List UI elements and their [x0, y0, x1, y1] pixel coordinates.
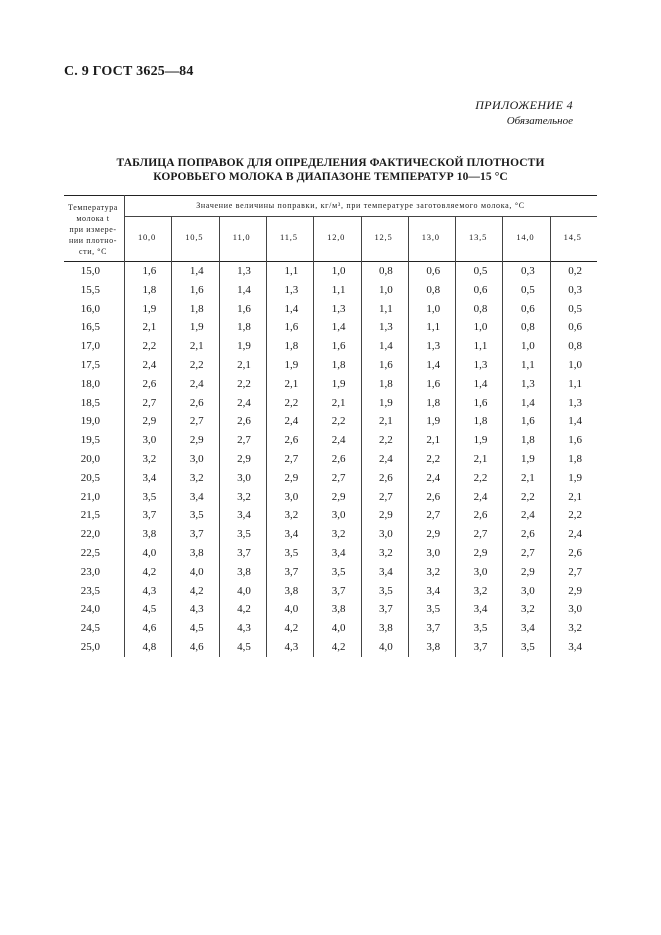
correction-value: 3,5: [189, 509, 204, 522]
correction-value: 1,0: [568, 358, 582, 371]
correction-value: 4,0: [237, 584, 251, 597]
correction-value: 4,0: [142, 546, 157, 559]
correction-value: 2,1: [568, 490, 582, 503]
correction-value: 2,1: [426, 434, 441, 447]
correction-value: 2,7: [189, 415, 204, 428]
correction-value: 4,8: [142, 640, 157, 653]
table-row: [64, 507, 597, 526]
correction-value: 1,3: [520, 377, 535, 390]
correction-value: 3,0: [142, 434, 157, 447]
correction-value: 0,8: [520, 321, 535, 334]
correction-value: 4,2: [237, 603, 251, 616]
correction-value: 3,5: [473, 622, 488, 635]
correction-value: 3,7: [284, 565, 299, 578]
table-title: [64, 156, 597, 184]
correction-value: 2,4: [568, 528, 582, 541]
correction-value: 1,8: [568, 452, 582, 465]
table-row: [64, 432, 597, 451]
correction-value: 3,7: [473, 640, 488, 653]
correction-value: 4,5: [189, 622, 204, 635]
correction-value: 4,3: [237, 622, 251, 635]
correction-value: 1,0: [379, 283, 393, 296]
correction-value: 1,4: [473, 377, 488, 390]
correction-value: 1,8: [426, 396, 441, 409]
correction-value: 3,7: [379, 603, 393, 616]
row-temperature: 22,0: [80, 528, 100, 541]
correction-value: 1,1: [331, 283, 346, 296]
correction-value: 2,2: [379, 434, 393, 447]
correction-value: 1,8: [189, 302, 204, 315]
correction-value: 3,8: [284, 584, 299, 597]
correction-value: 2,7: [520, 546, 535, 559]
correction-value: 2,7: [426, 509, 441, 522]
correction-value: 2,9: [568, 584, 582, 597]
table-row: [64, 413, 597, 432]
correction-value: 2,6: [142, 377, 157, 390]
correction-value: 0,8: [473, 302, 488, 315]
correction-value: 3,4: [189, 490, 204, 503]
correction-table: [64, 195, 597, 657]
correction-value: 2,6: [237, 415, 251, 428]
correction-value: 3,7: [331, 584, 346, 597]
correction-value: 3,0: [379, 528, 393, 541]
correction-value: 1,4: [520, 396, 535, 409]
correction-value: 2,9: [473, 546, 488, 559]
correction-value: 2,1: [520, 471, 535, 484]
correction-value: 1,4: [189, 265, 204, 277]
correction-value: 2,9: [426, 528, 441, 541]
correction-value: 1,9: [237, 340, 251, 353]
correction-value: 2,2: [284, 396, 299, 409]
correction-value: 4,0: [379, 640, 393, 653]
correction-value: 1,8: [520, 434, 535, 447]
correction-value: 2,9: [142, 415, 157, 428]
column-header: 14,0: [516, 232, 535, 242]
correction-value: 2,1: [237, 358, 251, 371]
correction-value: 2,6: [473, 509, 488, 522]
row-temperature: 23,0: [80, 565, 100, 578]
correction-value: 1,4: [568, 415, 582, 428]
correction-value: 1,9: [189, 321, 204, 334]
correction-value: 2,9: [189, 434, 204, 447]
correction-value: 3,2: [237, 490, 251, 503]
correction-value: 2,1: [379, 415, 393, 428]
correction-value: 3,0: [473, 565, 488, 578]
correction-value: 1,9: [473, 434, 488, 447]
correction-value: 1,9: [142, 302, 157, 315]
correction-value: 2,9: [237, 452, 251, 465]
correction-value: 3,8: [189, 546, 204, 559]
row-temperature: 17,5: [80, 358, 100, 371]
appendix-subtitle: Обязательное: [506, 115, 573, 127]
correction-value: 3,5: [142, 490, 157, 503]
correction-value: 1,6: [284, 321, 299, 334]
correction-value: 3,5: [379, 584, 393, 597]
correction-value: 2,4: [426, 471, 441, 484]
temperature-header-line: сти, °С: [78, 247, 108, 256]
correction-value: 1,0: [520, 340, 535, 353]
table-row: [64, 263, 597, 282]
table-row: [64, 564, 597, 583]
appendix-title: ПРИЛОЖЕНИЕ 4: [475, 98, 573, 112]
table-row: [64, 395, 597, 414]
correction-value: 3,4: [568, 640, 582, 653]
column-header: 14,5: [563, 232, 582, 242]
correction-value: 3,2: [189, 471, 204, 484]
correction-value: 1,1: [379, 302, 393, 315]
correction-value: 2,6: [426, 490, 441, 503]
temperature-header-line: Температура: [68, 203, 118, 212]
table-row: [64, 583, 597, 602]
correction-value: 3,8: [237, 565, 251, 578]
correction-value: 0,6: [473, 283, 488, 296]
correction-value: 2,7: [237, 434, 251, 447]
correction-value: 2,7: [379, 490, 393, 503]
correction-value: 4,0: [331, 622, 346, 635]
correction-value: 3,0: [426, 546, 441, 559]
row-temperature: 16,0: [80, 302, 100, 315]
correction-value: 4,3: [284, 640, 299, 653]
correction-span-header: Значение величины поправки, кг/м³, при температуре заготовляемого молока, °С: [196, 201, 525, 210]
correction-value: 3,5: [237, 528, 251, 541]
correction-value: 4,2: [284, 622, 299, 635]
correction-value: 2,2: [426, 452, 441, 465]
correction-value: 2,9: [284, 471, 299, 484]
row-temperature: 20,5: [80, 471, 100, 484]
table-row: [64, 338, 597, 357]
correction-value: 3,4: [237, 509, 251, 522]
correction-value: 1,4: [379, 340, 393, 353]
correction-value: 4,0: [189, 565, 204, 578]
correction-value: 3,4: [426, 584, 441, 597]
correction-value: 4,2: [142, 565, 157, 578]
row-temperature: 25,0: [80, 640, 100, 653]
correction-value: 0,5: [473, 265, 488, 277]
correction-value: 0,6: [520, 302, 535, 315]
table-row: [64, 451, 597, 470]
temperature-column-header: [64, 202, 122, 257]
correction-value: 0,3: [520, 265, 535, 277]
correction-value: 3,4: [284, 528, 299, 541]
correction-value: 1,8: [331, 358, 346, 371]
correction-value: 1,4: [331, 321, 346, 334]
correction-value: 2,4: [237, 396, 251, 409]
correction-value: 0,5: [520, 283, 535, 296]
correction-value: 3,2: [331, 528, 346, 541]
table-row: [64, 489, 597, 508]
row-temperature: 15,5: [80, 283, 100, 296]
correction-value: 1,3: [379, 321, 393, 334]
correction-value: 2,4: [189, 377, 204, 390]
correction-value: 4,3: [142, 584, 157, 597]
correction-value: 1,1: [284, 265, 299, 277]
correction-value: 2,7: [473, 528, 488, 541]
correction-value: 2,7: [284, 452, 299, 465]
column-header: 12,0: [327, 232, 346, 242]
correction-value: 0,8: [568, 340, 582, 353]
correction-value: 0,8: [379, 265, 393, 277]
correction-value: 1,8: [379, 377, 393, 390]
correction-value: 2,2: [520, 490, 535, 503]
correction-value: 1,1: [426, 321, 441, 334]
correction-value: 2,4: [473, 490, 488, 503]
correction-value: 2,4: [520, 509, 535, 522]
correction-value: 1,9: [331, 377, 346, 390]
correction-value: 0,2: [568, 265, 582, 277]
correction-value: 2,6: [284, 434, 299, 447]
correction-value: 3,8: [142, 528, 157, 541]
correction-value: 4,5: [237, 640, 251, 653]
row-temperature: 16,5: [80, 321, 100, 334]
correction-value: 1,8: [237, 321, 251, 334]
correction-value: 3,4: [142, 471, 157, 484]
row-temperature: 24,5: [80, 622, 100, 635]
correction-value: 2,2: [473, 471, 488, 484]
correction-value: 1,6: [237, 302, 251, 315]
column-header: 10,0: [137, 232, 157, 242]
correction-value: 3,7: [142, 509, 157, 522]
page-header: С. 9 ГОСТ 3625—84: [64, 64, 194, 79]
temperature-header-line: при измере-: [69, 225, 117, 234]
correction-value: 0,6: [426, 265, 441, 277]
column-header: 12,5: [374, 232, 393, 242]
correction-value: 1,6: [426, 377, 441, 390]
temperature-header-line: нии плотно-: [68, 236, 118, 245]
correction-value: 3,5: [520, 640, 535, 653]
correction-value: 2,6: [189, 396, 204, 409]
correction-value: 1,1: [520, 358, 535, 371]
correction-value: 1,6: [520, 415, 535, 428]
row-temperature: 19,5: [80, 434, 100, 447]
table-row: [64, 601, 597, 620]
correction-value: 1,3: [284, 283, 299, 296]
correction-value: 3,7: [426, 622, 441, 635]
correction-value: 1,0: [331, 265, 346, 277]
column-header: 13,0: [421, 232, 440, 242]
correction-value: 1,1: [473, 340, 488, 353]
correction-value: 2,4: [142, 358, 157, 371]
row-temperature: 19,0: [80, 415, 100, 428]
correction-value: 4,3: [189, 603, 204, 616]
correction-value: 2,1: [331, 396, 346, 409]
correction-value: 3,0: [568, 603, 582, 616]
table-row: [64, 357, 597, 376]
correction-value: 3,2: [568, 622, 582, 635]
correction-value: 3,8: [379, 622, 393, 635]
correction-value: 1,9: [568, 471, 582, 484]
correction-value: 3,2: [426, 565, 441, 578]
correction-value: 4,5: [142, 603, 157, 616]
correction-value: 1,6: [189, 283, 204, 296]
correction-value: 2,7: [142, 396, 157, 409]
correction-value: 3,7: [237, 546, 251, 559]
correction-value: 3,5: [284, 546, 299, 559]
correction-value: 1,9: [379, 396, 393, 409]
correction-value: 2,1: [142, 321, 157, 334]
column-header: 13,5: [469, 232, 488, 242]
table-row: [64, 639, 597, 658]
correction-value: 4,2: [331, 640, 346, 653]
correction-value: 2,6: [568, 546, 582, 559]
temperature-header-line: молока t: [76, 214, 110, 223]
table-row: [64, 376, 597, 395]
correction-value: 3,0: [237, 471, 251, 484]
table-title-line-2: КОРОВЬЕГО МОЛОКА В ДИАПАЗОНЕ ТЕМПЕРАТУР 10—15 °С: [153, 171, 508, 183]
row-temperature: 23,5: [80, 584, 100, 597]
correction-value: 1,1: [568, 377, 582, 390]
correction-value: 1,3: [426, 340, 441, 353]
row-temperature: 22,5: [80, 546, 100, 559]
table-top-rule: [64, 195, 597, 196]
table-row: [64, 282, 597, 301]
correction-value: 3,4: [520, 622, 535, 635]
correction-value: 3,5: [331, 565, 346, 578]
correction-value: 4,2: [189, 584, 204, 597]
row-temperature: 15,0: [80, 265, 100, 277]
table-row: [64, 301, 597, 320]
column-header: 11,0: [232, 232, 251, 242]
table-body: [64, 263, 597, 658]
correction-value: 1,6: [331, 340, 346, 353]
correction-value: 3,4: [331, 546, 346, 559]
table-header-rule: [64, 261, 597, 262]
column-header: 11,5: [280, 232, 298, 242]
correction-value: 2,2: [142, 340, 157, 353]
correction-value: 1,8: [473, 415, 488, 428]
row-temperature: 18,0: [80, 377, 100, 390]
correction-value: 1,6: [568, 434, 582, 447]
row-temperature: 24,0: [80, 603, 100, 616]
correction-value: 2,9: [331, 490, 346, 503]
correction-value: 2,1: [284, 377, 299, 390]
correction-value: 3,0: [331, 509, 346, 522]
correction-value: 3,0: [520, 584, 535, 597]
correction-value: 3,4: [473, 603, 488, 616]
correction-value: 1,3: [237, 265, 251, 277]
correction-value: 1,6: [379, 358, 393, 371]
correction-value: 1,3: [473, 358, 488, 371]
row-temperature: 17,0: [80, 340, 100, 353]
correction-value: 2,2: [568, 509, 582, 522]
correction-value: 0,8: [426, 283, 441, 296]
row-temperature: 21,0: [80, 490, 100, 503]
correction-value: 3,2: [142, 452, 157, 465]
correction-value: 1,6: [142, 265, 157, 277]
correction-value: 1,9: [284, 358, 299, 371]
correction-value: 2,4: [379, 452, 393, 465]
correction-value: 1,0: [426, 302, 441, 315]
correction-value: 2,6: [331, 452, 346, 465]
table-row: [64, 545, 597, 564]
correction-value: 2,6: [520, 528, 535, 541]
row-temperature: 21,5: [80, 509, 100, 522]
correction-value: 3,0: [189, 452, 204, 465]
correction-value: 1,0: [473, 321, 488, 334]
correction-value: 3,2: [379, 546, 393, 559]
correction-value: 1,9: [520, 452, 535, 465]
correction-value: 3,0: [284, 490, 299, 503]
correction-value: 2,2: [331, 415, 346, 428]
correction-value: 2,9: [379, 509, 393, 522]
correction-value: 1,8: [142, 283, 157, 296]
correction-value: 2,1: [189, 340, 204, 353]
correction-value: 2,1: [473, 452, 488, 465]
row-temperature: 20,0: [80, 452, 100, 465]
correction-value: 3,2: [520, 603, 535, 616]
correction-value: 1,8: [284, 340, 299, 353]
correction-value: 2,7: [331, 471, 346, 484]
correction-value: 0,3: [568, 283, 582, 296]
row-temperature: 18,5: [80, 396, 100, 409]
correction-value: 3,5: [426, 603, 441, 616]
correction-value: 1,9: [426, 415, 441, 428]
correction-value: 4,6: [189, 640, 204, 653]
correction-value: 4,6: [142, 622, 157, 635]
table-row: [64, 319, 597, 338]
correction-value: 3,8: [426, 640, 441, 653]
correction-value: 2,6: [379, 471, 393, 484]
correction-value: 4,0: [284, 603, 299, 616]
correction-value: 2,7: [568, 565, 582, 578]
correction-value: 1,3: [331, 302, 346, 315]
column-header: 10,5: [185, 232, 204, 242]
table-title-line-1: ТАБЛИЦА ПОПРАВОК ДЛЯ ОПРЕДЕЛЕНИЯ ФАКТИЧЕСКОЙ ПЛОТНОСТИ: [116, 157, 545, 169]
correction-value: 1,4: [237, 283, 251, 296]
correction-value: 2,2: [237, 377, 251, 390]
correction-value: 0,6: [568, 321, 582, 334]
correction-value: 3,7: [189, 528, 204, 541]
table-row: [64, 526, 597, 545]
correction-value: 3,8: [331, 603, 346, 616]
correction-value: 1,4: [426, 358, 441, 371]
correction-value: 3,2: [473, 584, 488, 597]
correction-value: 1,3: [568, 396, 582, 409]
correction-value: 0,5: [568, 302, 582, 315]
correction-value: 1,6: [473, 396, 488, 409]
table-row: [64, 470, 597, 489]
correction-value: 3,2: [284, 509, 299, 522]
correction-value: 3,4: [379, 565, 393, 578]
correction-value: 1,4: [284, 302, 299, 315]
correction-value: 2,4: [284, 415, 299, 428]
appendix-label: [475, 98, 573, 127]
correction-value: 2,2: [189, 358, 204, 371]
table-row: [64, 620, 597, 639]
correction-value: 2,9: [520, 565, 535, 578]
correction-value: 2,4: [331, 434, 346, 447]
